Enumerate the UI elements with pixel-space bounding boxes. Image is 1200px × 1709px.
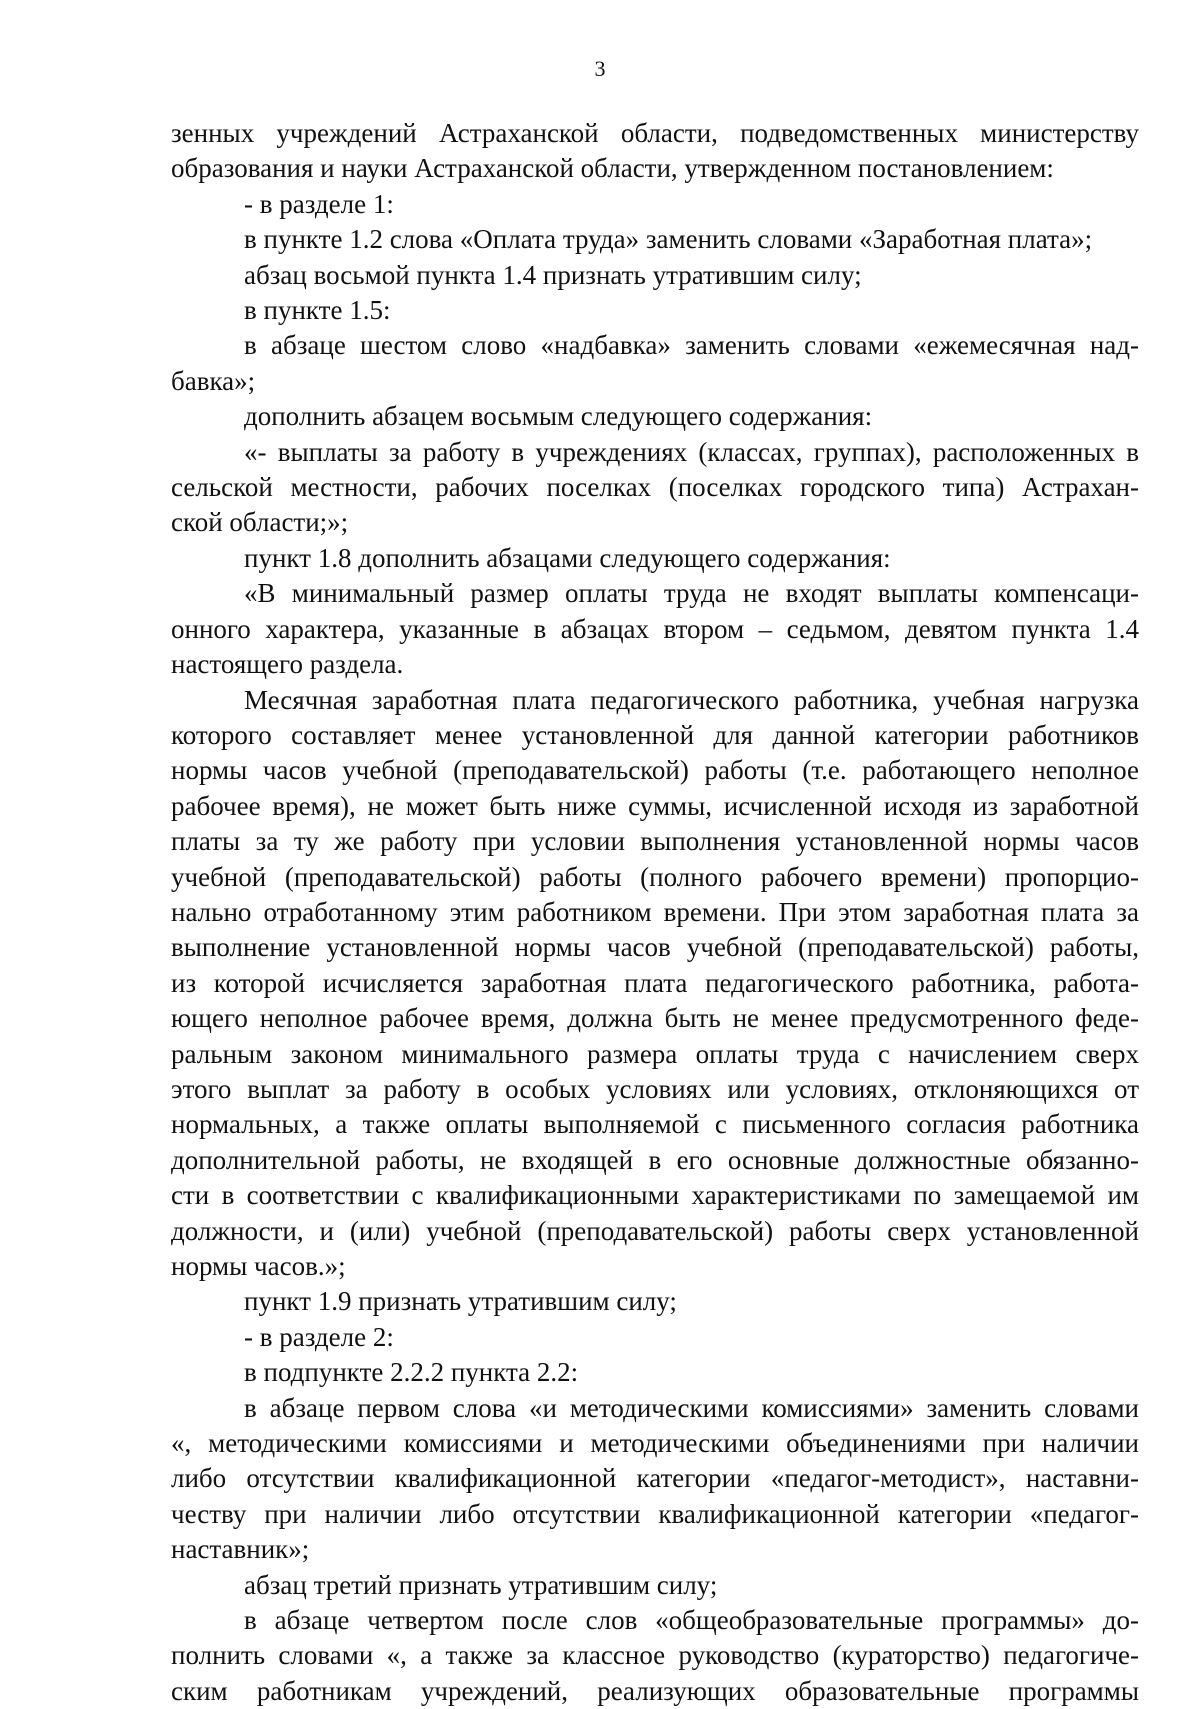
text-line: рабочее время), не может быть ниже суммы, исчисленной исходя из заработной (171, 790, 1139, 821)
text-line: ральным законом минимального размера оплаты труда с начислением сверх (171, 1038, 1139, 1069)
text-line: - в разделе 2: (244, 1321, 394, 1352)
text-line: ющего неполное рабочее время, должна быть не менее предусмотренного феде- (171, 1003, 1139, 1034)
text-line: либо отсутствии квалификационной категории «педагог-методист», наставни- (171, 1463, 1139, 1494)
text-line: нормы часов учебной (преподавательской) работы (т.е. работающего неполное (171, 755, 1139, 786)
text-line: дополнительной работы, не входящей в его основные должностные обязанно- (171, 1144, 1139, 1175)
text-line: «, методическими комиссиями и методическими объединениями при наличии (171, 1428, 1139, 1459)
text-line: «- выплаты за работу в учреждениях (классах, группах), расположенных в (244, 436, 1139, 467)
text-line: в абзаце шестом слово «надбавка» заменить словами «ежемесячная над- (244, 330, 1139, 361)
text-line: платы за ту же работу при условии выполнения установленной нормы часов (171, 826, 1139, 857)
text-line: этого выплат за работу в особых условиях или условиях, отклоняющихся от (171, 1073, 1139, 1104)
text-line: нормы часов.»; (171, 1251, 346, 1281)
text-line: онного характера, указанные в абзацах втором – седьмом, девятом пункта 1.4 (171, 613, 1139, 644)
text-line: зенных учреждений Астраханской области, подведомственных министерству (171, 118, 1139, 148)
text-line: которого составляет менее установленной для данной категории работников (171, 719, 1139, 750)
text-line: ским работникам учреждений, реализующих образовательные программы (171, 1675, 1139, 1706)
text-line: нормальных, а также оплаты выполняемой с письменного согласия работника (171, 1109, 1139, 1140)
text-line: абзац восьмой пункта 1.4 признать утратившим силу; (244, 259, 862, 290)
text-line: должности, и (или) учебной (преподавательской) работы сверх установленной (171, 1215, 1139, 1246)
text-line: ской области;»; (171, 507, 349, 538)
text-line: бавка»; (171, 365, 256, 396)
text-line: абзац третий признать утратившим силу; (244, 1569, 718, 1600)
document-body (171, 116, 1139, 1709)
text-line: в пункте 1.2 слова «Оплата труда» заменить словами «Заработная плата»; (244, 224, 1093, 255)
text-line: в абзаце четвертом после слов «общеобразовательные программы» до- (244, 1605, 1139, 1636)
text-line: дополнить абзацем восьмым следующего содержания: (244, 401, 873, 432)
text-line: - в разделе 1: (244, 188, 394, 219)
text-line: пункт 1.9 признать утратившим силу; (244, 1286, 677, 1317)
text-line: наставник»; (171, 1534, 310, 1565)
text-line: сти в соответствии с квалификационными характеристиками по замещаемой им (171, 1180, 1139, 1211)
text-line: честву при наличии либо отсутствии квалификационной категории «педагог- (171, 1498, 1139, 1529)
text-line: учебной (преподавательской) работы (полного рабочего времени) пропорцио- (171, 861, 1139, 892)
text-line: настоящего раздела. (171, 649, 404, 680)
page-number: 3 (594, 56, 606, 81)
text-line: «В минимальный размер оплаты труда не входят выплаты компенсаци- (244, 578, 1139, 609)
text-line: в пункте 1.5: (244, 295, 391, 326)
text-line: выполнение установленной нормы часов учебной (преподавательской) работы, (171, 932, 1139, 963)
text-line: Месячная заработная плата педагогического работника, учебная нагрузка (244, 684, 1139, 715)
text-line: из которой исчисляется заработная плата педагогического работника, работа- (171, 967, 1139, 998)
text-line: сельской местности, рабочих поселках (поселках городского типа) Астрахан- (171, 472, 1139, 503)
text-line: в подпункте 2.2.2 пункта 2.2: (244, 1357, 579, 1388)
text-line: в абзаце первом слова «и методическими комиссиями» заменить словами (244, 1392, 1139, 1423)
text-line: нально отработанному этим работником времени. При этом заработная плата за (171, 896, 1139, 927)
text-line: образования и науки Астраханской области, утвержденном постановлением: (171, 153, 1054, 184)
text-line: полнить словами «, а также за классное руководство (кураторство) педагогиче- (171, 1640, 1139, 1671)
text-line: пункт 1.8 дополнить абзацами следующего содержания: (244, 542, 891, 573)
